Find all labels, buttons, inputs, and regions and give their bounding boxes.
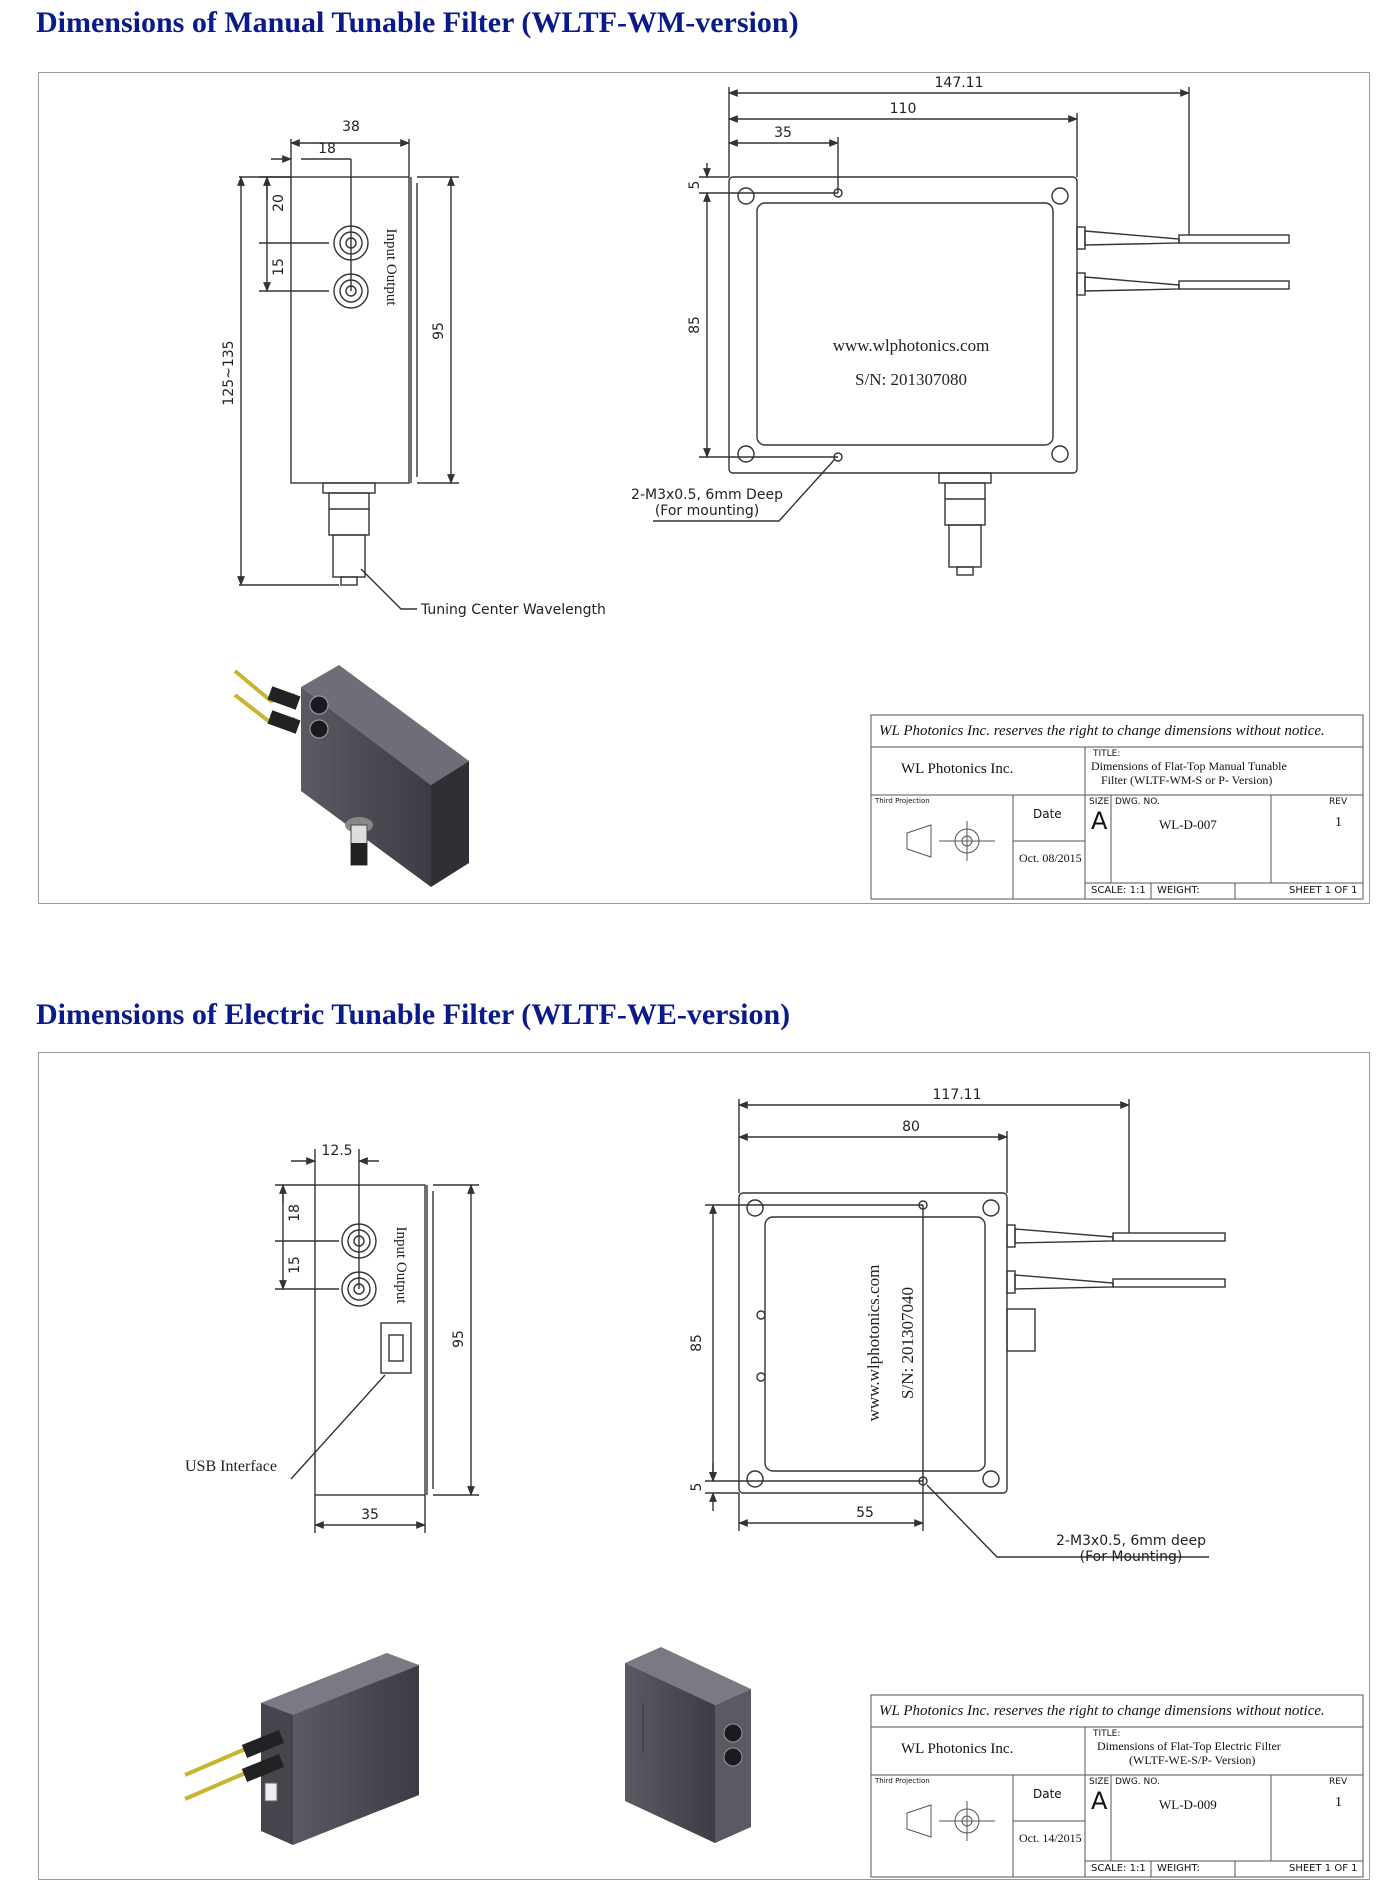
size-label: SIZE: [1089, 797, 1110, 807]
we-dim-offset: 12.5: [321, 1143, 353, 1159]
manual-filter-heading: Dimensions of Manual Tunable Filter (WLTF-WM-version): [36, 6, 799, 39]
tuning-label: Tuning Center Wavelength: [421, 602, 606, 618]
dim-length: 125~135: [221, 340, 237, 406]
sheet-label: SHEET 1 OF 1: [1289, 885, 1358, 896]
we-dwg-number: WL-D-009: [1159, 1797, 1217, 1812]
we-sheet-label: SHEET 1 OF 1: [1289, 1863, 1358, 1874]
rev-value: 1: [1335, 815, 1342, 830]
we-dim-body-height: 85: [689, 1334, 705, 1352]
we-projection-label: Third Projection: [875, 1777, 930, 1785]
we-rev-label: REV: [1329, 1777, 1348, 1787]
size-value: A: [1091, 807, 1108, 835]
title-line-1: Dimensions of Flat-Top Manual Tunable: [1091, 759, 1287, 773]
we-dim-body: 80: [902, 1119, 920, 1135]
date-value: Oct. 08/2015: [1019, 851, 1082, 865]
we-mount-note: 2-M3x0.5, 6mm deep: [1055, 1533, 1207, 1549]
website-label: www.wlphotonics.com: [832, 336, 990, 355]
dim-body: 110: [889, 101, 917, 117]
we-dim-overall: 117.11: [932, 1087, 982, 1103]
dim-width-38: 38: [342, 119, 360, 135]
dim-overall: 147.11: [934, 75, 984, 91]
we-serial-label: S/N: 201307040: [898, 1287, 917, 1399]
dim-body-height: 85: [687, 316, 703, 334]
serial-label: S/N: 201307080: [855, 370, 967, 389]
we-title-line-1: Dimensions of Flat-Top Electric Filter: [1097, 1739, 1281, 1753]
usb-label: USB Interface: [185, 1458, 277, 1475]
we-port-labels: Input Output: [393, 1226, 409, 1304]
title-block-notice: WL Photonics Inc. reserves the right to change dimensions without notice.: [879, 723, 1325, 739]
we-dim-top: 18: [287, 1204, 303, 1222]
title-label: TITLE:: [1093, 749, 1121, 759]
title-block-company: WL Photonics Inc.: [901, 761, 1014, 777]
title-line-2: Filter (WLTF-WM-S or P- Version): [1101, 773, 1273, 787]
we-dwg-label: DWG. NO.: [1115, 1777, 1160, 1787]
we-dim-height: 95: [451, 1330, 467, 1348]
dim-hole-x: 35: [774, 125, 792, 141]
we-dim-bottom-margin: 5: [689, 1482, 705, 1492]
we-date-value: Oct. 14/2015: [1019, 1831, 1082, 1845]
we-dim-hole-x: 55: [856, 1505, 874, 1521]
we-rev-value: 1: [1335, 1795, 1342, 1810]
mount-note-sub: (For mounting): [654, 503, 760, 519]
projection-label: Third Projection: [875, 797, 930, 805]
weight-label: WEIGHT:: [1157, 885, 1200, 896]
port-labels: Input Output: [383, 228, 399, 306]
dim-top-margin: 5: [687, 180, 703, 190]
manual-filter-drawing-sheet: [38, 72, 1370, 904]
we-size-label: SIZE: [1089, 1777, 1110, 1787]
electric-filter-heading: Dimensions of Electric Tunable Filter (WLTF-WE-version): [36, 998, 791, 1031]
we-title-block-notice: WL Photonics Inc. reserves the right to change dimensions without notice.: [879, 1703, 1325, 1719]
we-dim-gap: 15: [287, 1256, 303, 1274]
we-title-block-company: WL Photonics Inc.: [901, 1741, 1014, 1757]
we-mount-note-sub: (For Mounting): [1079, 1549, 1183, 1565]
we-scale-label: SCALE: 1:1: [1091, 1863, 1146, 1874]
mount-note: 2-M3x0.5, 6mm Deep: [631, 487, 783, 503]
dim-top-20: 20: [271, 194, 287, 212]
we-date-label: Date: [1033, 1787, 1062, 1801]
we-title-line-2: (WLTF-WE-S/P- Version): [1129, 1753, 1256, 1767]
scale-label: SCALE: 1:1: [1091, 885, 1146, 896]
rev-label: REV: [1329, 797, 1348, 807]
dim-gap-15: 15: [271, 258, 287, 276]
dwg-number: WL-D-007: [1159, 817, 1217, 832]
we-weight-label: WEIGHT:: [1157, 1863, 1200, 1874]
we-size-value: A: [1091, 1787, 1108, 1815]
we-dim-width: 35: [361, 1507, 379, 1523]
electric-filter-drawing-sheet: [38, 1052, 1370, 1880]
we-website-label: www.wlphotonics.com: [864, 1264, 883, 1422]
dim-height-95: 95: [431, 322, 447, 340]
dim-offset-18: 18: [318, 141, 336, 157]
date-label: Date: [1033, 807, 1062, 821]
dwg-label: DWG. NO.: [1115, 797, 1160, 807]
we-title-label: TITLE:: [1093, 1729, 1121, 1739]
